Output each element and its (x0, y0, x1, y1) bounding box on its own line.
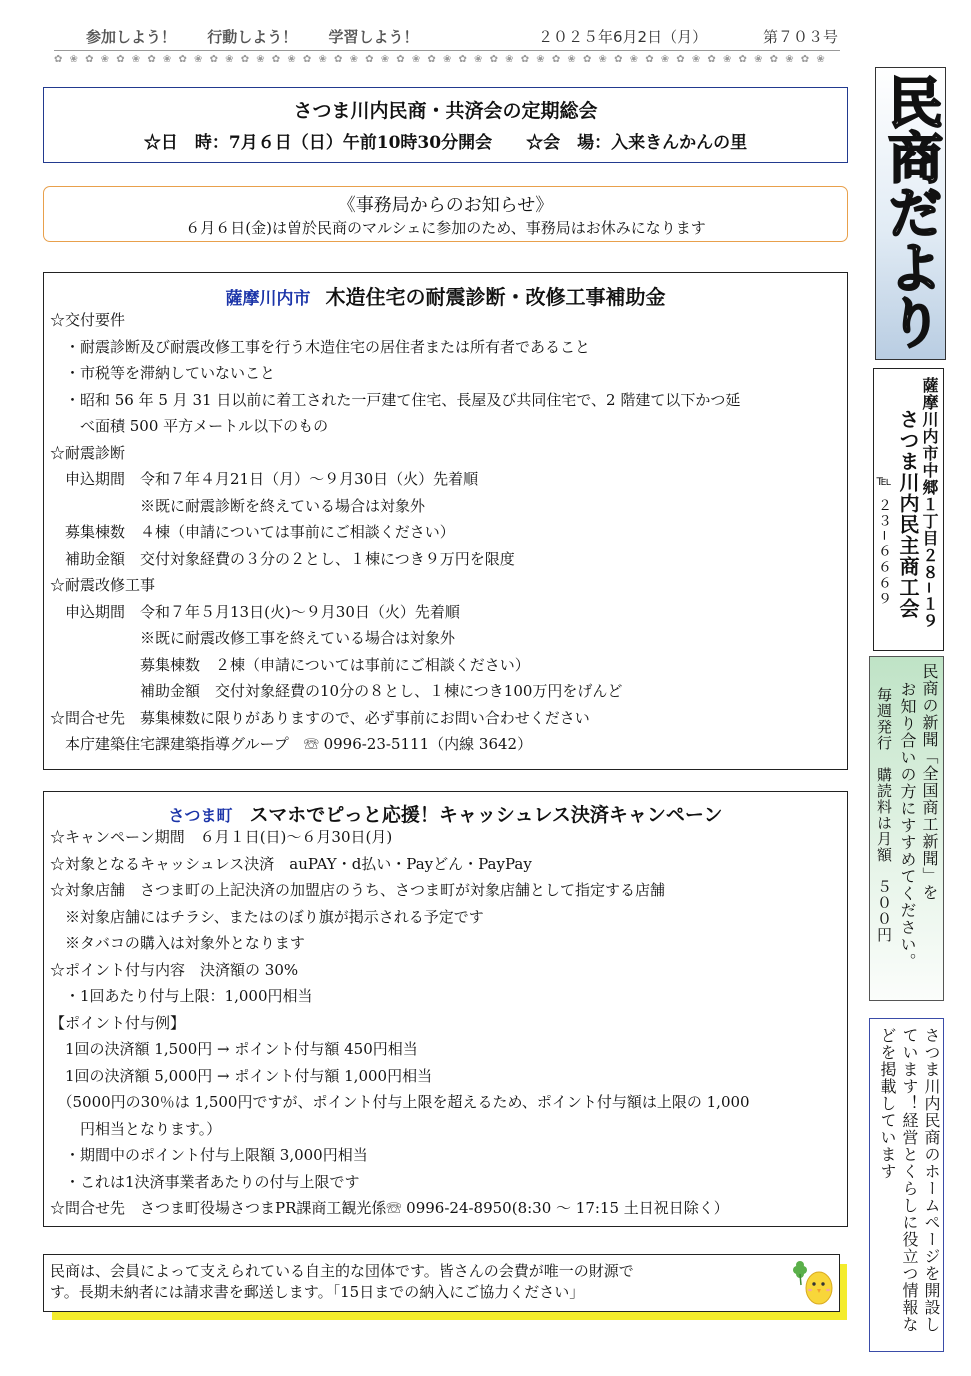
issue-number: 第７０３号 (763, 28, 839, 46)
cashless-line: 1回の決済額 1,500円 → ポイント付与額 450円相当 (50, 1040, 418, 1058)
cashless-line: ※タバコの購入は対象外となります (50, 934, 305, 952)
meeting-detail: ☆日 時：7月６日（日）午前10時30分開会 ☆会 場：入来きんかんの里 (143, 133, 748, 153)
cashless-line: 【ポイント付与例】 (50, 1013, 186, 1032)
address-line: 薩摩川内市中郷１丁目２８−１９ (920, 377, 939, 630)
subsidy-heading (44, 281, 847, 310)
cashless-line: ・1回あたり付与上限：1,000円相当 (50, 987, 313, 1005)
subsidy-body (50, 307, 840, 758)
slogan-1: 参加しよう！ (86, 28, 177, 46)
meeting-box (43, 87, 848, 163)
header-slogans (86, 26, 419, 47)
homepage-line-2: ています！経営とくらしに役立つ情報な (900, 1027, 919, 1333)
slogan-3: 学習しよう！ (328, 28, 419, 46)
cashless-title: スマホでピっと応援！キャッシュレス決済キャンペーン (249, 804, 723, 826)
masthead-title: 民商だより (879, 74, 943, 349)
cashless-line: （5000円の30％は 1,500円ですが、ポイント付与上限を超えるため、ポイント付与額は上限の 1,000 (50, 1093, 750, 1111)
subsidy-line: ・市税等を滞納していないこと (50, 364, 276, 382)
footer-line-1: 民商は、会員によって支えられている自主的な団体です。皆さんの会費が唯一の財源で (50, 1262, 634, 1280)
newspaper-box (869, 656, 944, 1001)
newspaper-line-3: 毎週発行 購読料は月額 ５００円 (875, 687, 893, 943)
notice-title: 《事務局からのお知らせ》 (337, 195, 554, 216)
subsidy-line: 本庁建築住宅課建築指導グループ ☏ 0996-23-5111（内線 3642） (50, 735, 533, 753)
cashless-line: ・これは1決済事業者あたりの付与上限です (50, 1172, 360, 1191)
address-box (873, 368, 944, 651)
masthead (875, 67, 946, 360)
subsidy-line: ☆交付要件 (50, 311, 126, 329)
subsidy-line: ☆耐震診断 (50, 443, 126, 462)
subsidy-line: 申込期間 令和７年５月13日(火)～９月30日（火）先着順 (50, 602, 460, 621)
subsidy-line: 補助金額 交付対象経費の10分の８とし、１棟につき100万円をげんど (50, 682, 623, 700)
subsidy-line: ☆問合せ先 募集棟数に限りがありますので、必ず事前にお問い合わせください (50, 708, 590, 727)
homepage-line-1: さつま川内民商のホームページを開設し (922, 1027, 941, 1333)
homepage-box (869, 1018, 944, 1352)
subsidy-line: 募集棟数 ４棟（申請については事前にご相談ください） (50, 523, 455, 541)
cashless-line: ☆キャンペーン期間 ６月１日(日)～６月30日(月) (50, 828, 393, 846)
newspaper-line-1: 民商の新聞「全国商工新聞」を (920, 663, 939, 901)
footer-text (50, 1261, 634, 1303)
subsidy-line: べ面積 500 平方メートル以下のもの (50, 417, 329, 435)
chick-mascot-icon (788, 1259, 838, 1309)
header-rule (54, 50, 840, 51)
tel-label: ℡ (876, 473, 892, 491)
org-name: さつま川内民主商工会 (896, 409, 920, 619)
subsidy-line: 補助金額 交付対象経費の３分の２とし、１棟につき９万円を限度 (50, 549, 515, 568)
issue-date: ２０２５年6月2日（月） (538, 28, 708, 46)
cashless-line: ☆ポイント付与内容 決済額の 30% (50, 960, 299, 979)
homepage-line-3: どを掲載しています (878, 1027, 897, 1180)
cashless-line: ☆問合せ先 さつま町役場さつまPR課商工観光係☏ 0996-24-8950(8:30 ～ 17:15 土日祝日除く） (50, 1199, 729, 1217)
footer-box (43, 1254, 840, 1312)
header-decoration: ✿ ❀ ✿ ❀ ✿ ❀ ✿ ❀ ✿ ❀ ✿ ❀ ✿ ❀ ✿ ❀ ✿ ❀ ✿ ❀ ✿ ❀ ✿ ❀ ✿ ❀ ✿ ❀ ✿ ❀ ✿ ❀ ✿ ❀ ✿ ❀ ✿ ❀ ✿ ❀ ✿ ❀ ✿ ❀ ✿ ❀ ✿ ❀ ✿ ❀ (54, 54, 827, 65)
subsidy-city: 薩摩川内市 (225, 289, 311, 309)
cashless-city: さつま町 (168, 806, 233, 825)
cashless-body (50, 824, 840, 1222)
cashless-line: 1回の決済額 5,000円 → ポイント付与額 1,000円相当 (50, 1066, 433, 1085)
clover-icon (793, 1261, 807, 1285)
subsidy-line: 申込期間 令和７年４月21日（月）～９月30日（火）先着順 (50, 470, 479, 488)
cashless-heading (44, 800, 847, 827)
cashless-box (43, 791, 848, 1227)
newspaper-line-2: お知り合いの方にすすめてください。 (898, 681, 917, 970)
subsidy-line: ☆耐震改修工事 (50, 576, 156, 594)
subsidy-title: 木造住宅の耐震診断・改修工事補助金 (325, 285, 666, 309)
cashless-line: 円相当となります。） (50, 1119, 222, 1138)
subsidy-line: ・耐震診断及び耐震改修工事を行う木造住宅の居住者または所有者であること (50, 337, 591, 356)
subsidy-line: ※既に耐震診断を終えている場合は対象外 (50, 496, 426, 515)
subsidy-line: 募集棟数 ２棟（申請については事前にご相談ください） (50, 655, 530, 674)
notice-text: ６月６日(金)は曽於民商のマルシェに参加のため、事務局はお休みになります (185, 219, 706, 237)
cashless-line: ※対象店舗にはチラシ、またはのぼり旗が掲示される予定です (50, 907, 484, 926)
cashless-line: ☆対象となるキャッシュレス決済 auPAY・d払い・Payどん・PayPay (50, 854, 532, 873)
cashless-line: ☆対象店舗 さつま町の上記決済の加盟店のうち、さつま町が対象店舗として指定する店舗 (50, 881, 666, 899)
footer-line-2: す。長期未納者には請求書を郵送します。「15日までの納入にご協力ください」 (50, 1283, 585, 1301)
meeting-title: さつま川内民商・共済会の定期総会 (293, 100, 598, 122)
tel-number: ２３−６６６９ (876, 497, 892, 608)
subsidy-box (43, 272, 848, 770)
subsidy-line: ※既に耐震改修工事を終えている場合は対象外 (50, 629, 456, 647)
subsidy-line: ・昭和 56 年 5 月 31 日以前に着工された一戸建て住宅、長屋及び共同住宅で、2 階建て以下かつ延 (50, 390, 741, 409)
slogan-2: 行動しよう！ (207, 28, 298, 46)
notice-box (43, 186, 848, 242)
org-phone (874, 473, 894, 607)
cashless-line: ・期間中のポイント付与上限額 3,000円相当 (50, 1146, 368, 1164)
